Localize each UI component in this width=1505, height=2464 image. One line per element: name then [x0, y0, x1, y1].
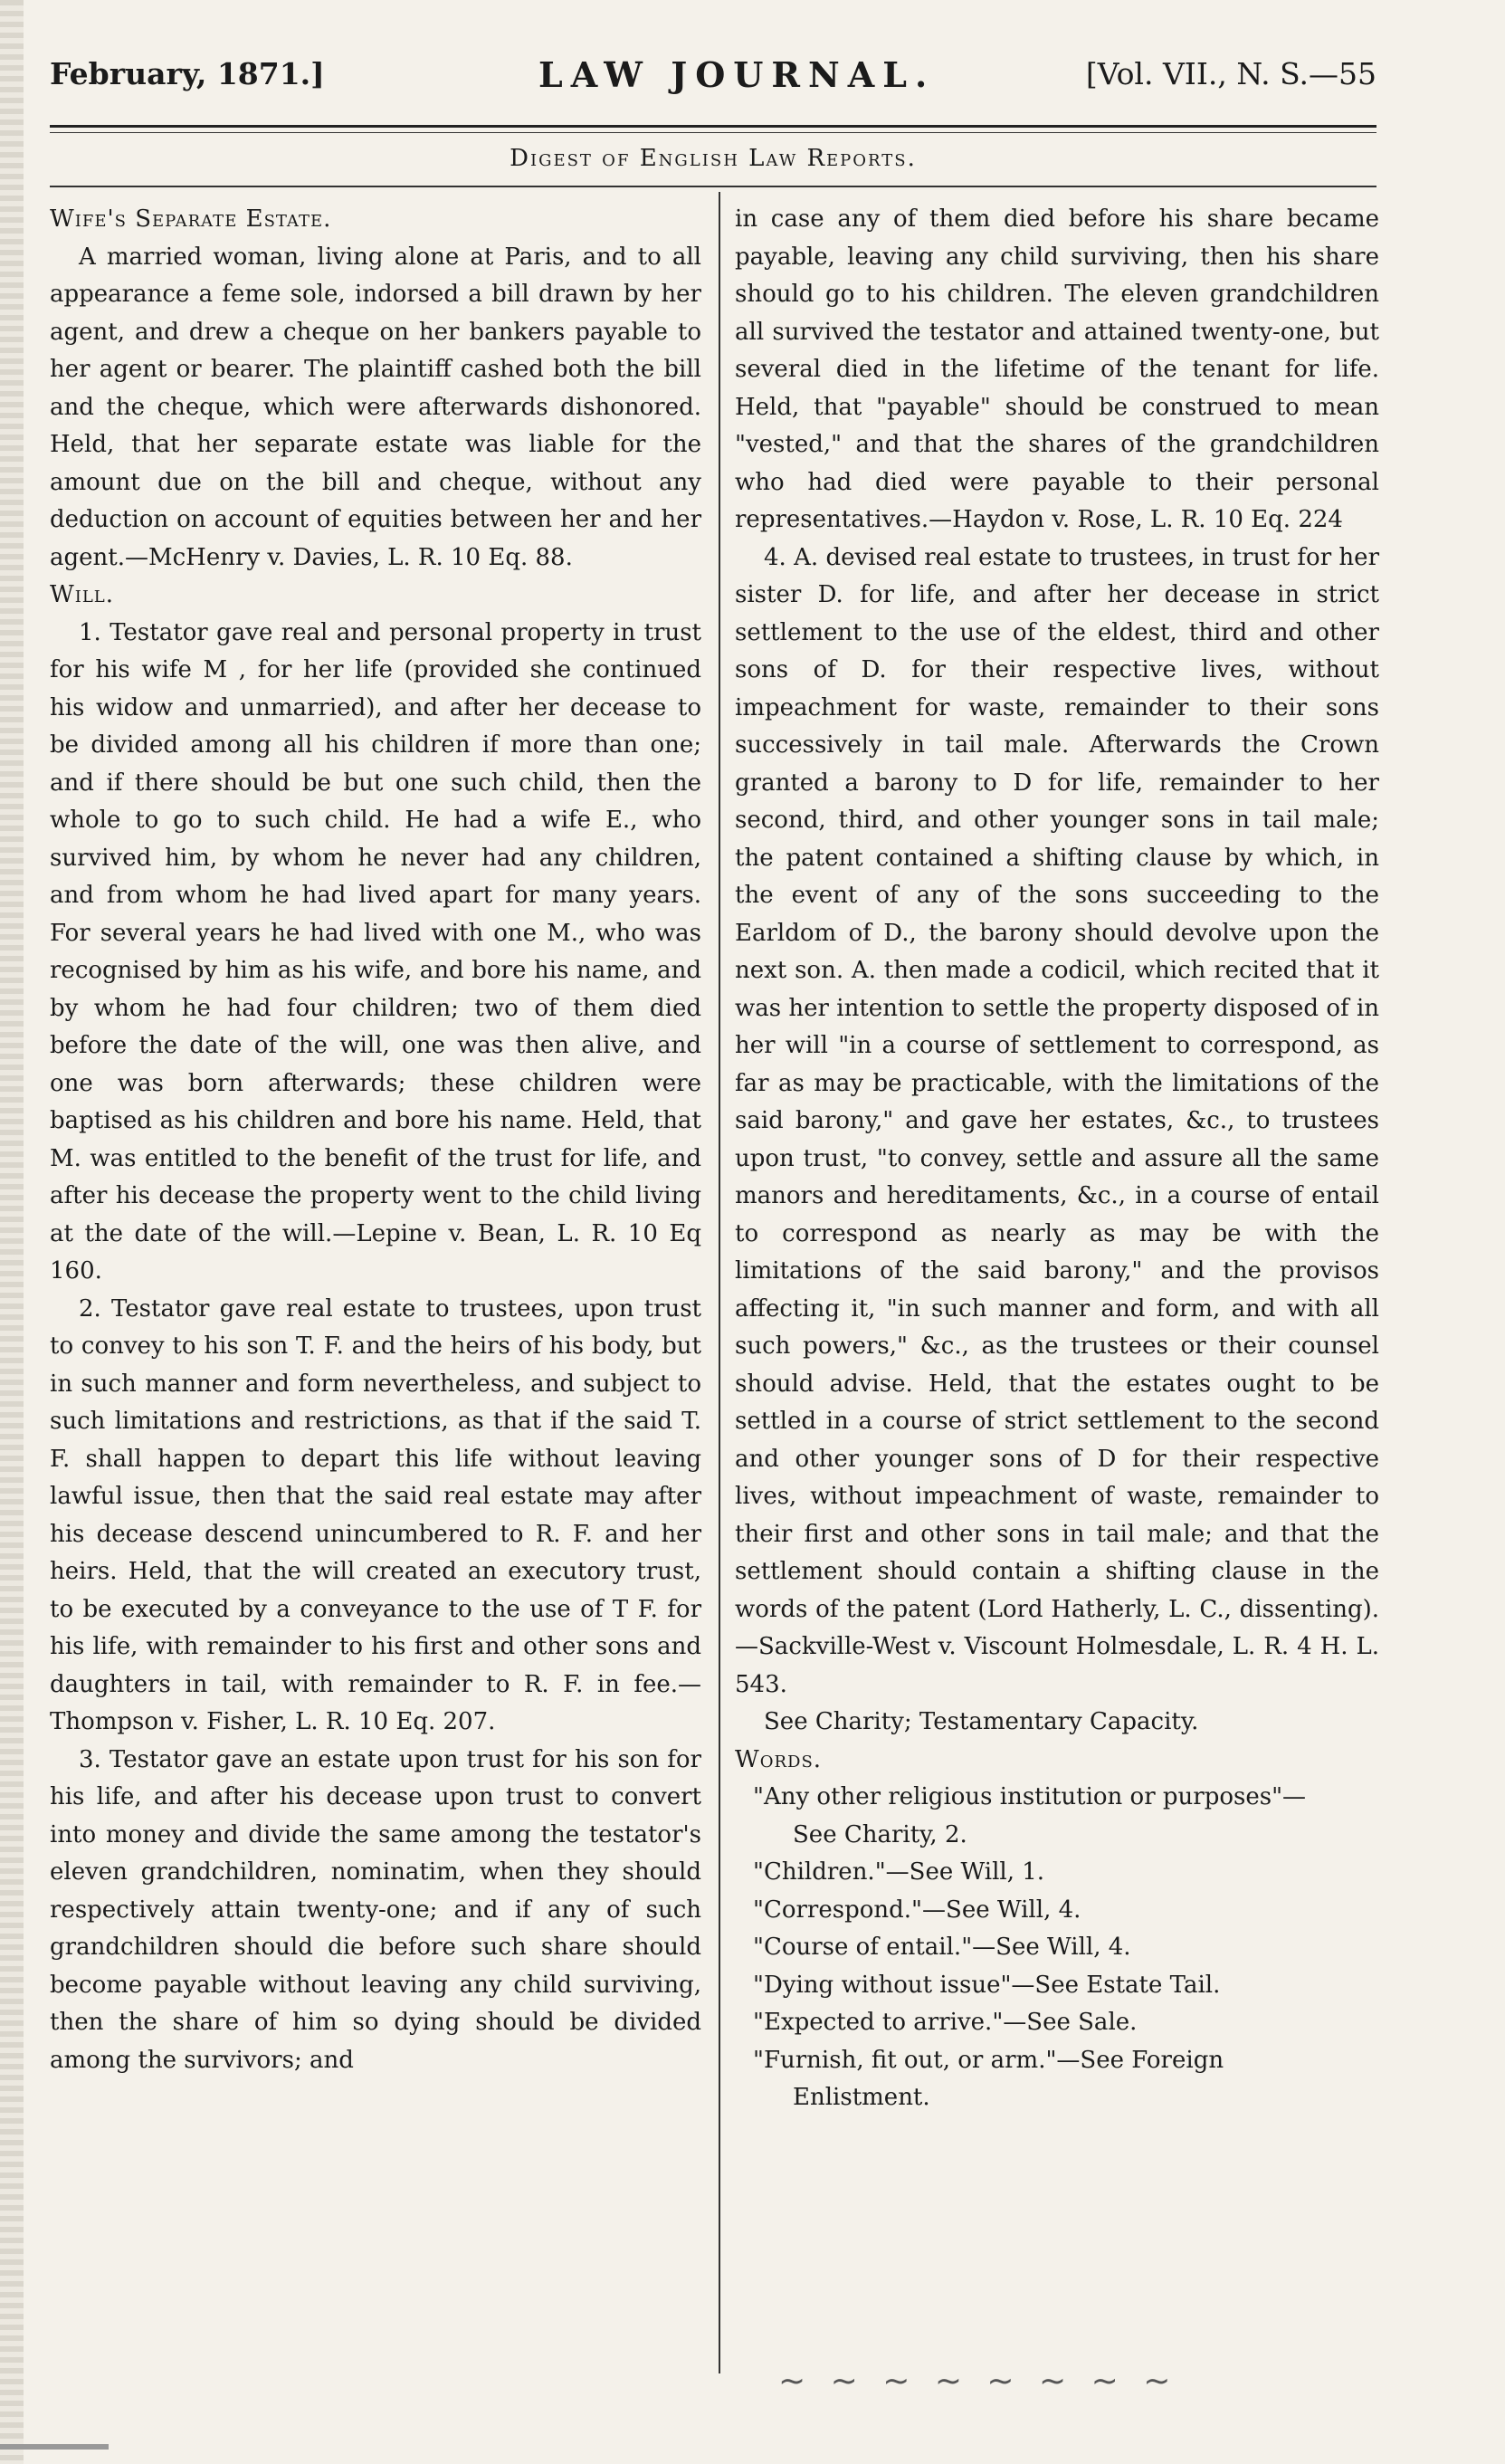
paragraph-text: "Furnish, fit out, or arm."—See Foreign	[753, 2046, 1224, 2074]
words-entry-continuation: See Charity, 2.	[793, 1820, 967, 1848]
digest-heading	[50, 577, 701, 615]
paragraph-text: 4. A. devised real estate to trustees, in trust for her sister D. for life, and after her decease in strict settlement to the use of the eldest, third and other sons of D. for their respective lives, without impeachment for waste, remainder to their sons successively in tail male. Afterwards the Crown granted a barony to D for life, remainder to her second, third, and other younger sons in tail male; the patent contained a shifting clause by which, in the event of any of the sons succeeding to the Earldom of D., the barony should devolve upon the next son. A. then made a codicil, which recited that it was her intention to settle the property disposed of in her will "in a course of settlement to correspond, as far as may be practicable, with the limitations of the said barony," and gave her estates, &c., to trustees upon trust, "to convey, settle and assure all the same manors and hereditaments, &c., in a course of entail to correspond as nearly as may be with the limitations of the said barony," and the provisos affecting it, "in such manner and form, and with all such powers," &c., as the trustees or their counsel should advise. Held, that the estates ought to be settled in a course of strict settlement to the second and other younger sons of D for their respective lives, without impeachment of waste, remainder to their first and other sons in tail male; and that the settlement should contain a shifting clause in the words of the patent (Lord Hatherly, L. C., dissenting).—Sackville-West v. Viscount Holmesdale, L. R. 4 H. L. 543.	[735, 543, 1379, 1698]
paragraph-text: "Course of entail."—See Will, 4.	[753, 1934, 1131, 1961]
paragraph-text: A married woman, living alone at Paris, and to all appearance a feme sole, indorsed a bill drawn by her agent, and drew a cheque on her bankers payable to her agent or bearer. The plaintiff cashed both the bill and the cheque, which were afterwards dishonored. Held, that her separate estate was liable for the amount due on the bill and cheque, without any deduction on account of equities between her and her agent.—McHenry v. Davies, L. R. 10 Eq. 88.	[50, 243, 701, 571]
paragraph-text: Wife's Separate Estate.	[50, 205, 332, 233]
paragraph-text: "Any other religious institution or purposes"—	[753, 1783, 1307, 1810]
left-column	[50, 201, 701, 2079]
digest-paragraph-continued	[735, 201, 1379, 540]
digest-paragraph	[50, 1742, 701, 2080]
paragraph-text: "Expected to arrive."—See Sale.	[753, 2009, 1138, 2036]
binding-margin	[0, 0, 24, 2464]
header-rule-thick	[50, 125, 1376, 128]
page-edge-mark	[0, 2444, 109, 2450]
digest-paragraph	[50, 1291, 701, 1742]
section-rule	[50, 186, 1376, 187]
paragraph-text: See Charity; Testamentary Capacity.	[764, 1708, 1199, 1735]
words-entry	[735, 1892, 1379, 1930]
digest-paragraph	[50, 615, 701, 1291]
paragraph-text: in case any of them died before his share became payable, leaving any child surviving, then his share should go to his children. The eleven grandchildren all survived the testator and attained twenty-one, but several died in the lifetime of the tenant for life. Held, that "payable" should be construed to mean "vested," and that the shares of the grandchildren who had died were payable to their personal representatives.—Haydon v. Rose, L. R. 10 Eq. 224	[735, 205, 1379, 533]
section-title: Digest of English Law Reports.	[510, 145, 917, 172]
digest-paragraph	[735, 540, 1379, 1705]
running-header	[50, 56, 1376, 110]
digest-heading	[735, 1742, 1379, 1780]
paragraph-text: Words.	[735, 1745, 823, 1773]
paragraph-text: "Children."—See Will, 1.	[753, 1858, 1045, 1886]
handwritten-mark: ~ ~ ~ ~ ~ ~ ~ ~	[778, 2363, 1178, 2400]
words-entry	[735, 1929, 1379, 1967]
right-column	[735, 201, 1379, 2117]
paragraph-text: 2. Testator gave real estate to trustees, upon trust to convey to his son T. F. and the heirs of his body, but in such manner and form nevertheless, and subject to such limitations and restrictions, as that if the said T. F. shall happen to depart this life without leaving lawful issue, then that the said real estate may after his decease descend unincumbered to R. F. and her heirs. Held, that the will created an executory trust, to be executed by a conveyance to the use of T F. for his life, with remainder to his first and other sons and daughters in tail, with remainder to R. F. in fee.—Thompson v. Fisher, L. R. 10 Eq. 207.	[50, 1294, 701, 1735]
paragraph-text: Will.	[50, 581, 115, 608]
paragraph-text: "Correspond."—See Will, 4.	[753, 1896, 1081, 1924]
digest-paragraph	[50, 239, 701, 578]
digest-paragraph	[735, 1704, 1379, 1742]
words-entry	[735, 1854, 1379, 1892]
words-entry	[735, 2004, 1379, 2042]
paragraph-text: 3. Testator gave an estate upon trust for his son for his life, and after his decease upon trust to convert into money and divide the same among the testator's eleven grandchildren, nominatim, when they should respectively attain twenty-one; and if any of such grandchildren should die before such share should become payable without leaving any child surviving, then the share of him so dying should be divided among the survivors; and	[50, 1745, 701, 2074]
words-entry	[735, 1779, 1379, 1817]
words-entry	[735, 1967, 1379, 2005]
header-journal-title: LAW JOURNAL.	[538, 54, 936, 95]
digest-heading	[50, 201, 701, 239]
header-volume: [Vol. VII., N. S.—55	[1085, 56, 1376, 91]
paragraph-text: 1. Testator gave real and personal property in trust for his wife M , for her life (provided she continued his widow and unmarried), and after her decease to be divided among all his children if more than one; and if there should be but one such child, then the whole to go to such child. He had a wife E., who survived him, by whom he never had any children, and from whom he had lived apart for many years. For several years he had lived with one M., who was recognised by him as his wife, and bore his name, and by whom he had four children; two of them died before the date of the will, one was then alive, and one was born afterwards; these children were baptised as his children and bore his name. Held, that M. was entitled to the benefit of the trust for life, and after his decease the property went to the child living at the date of the will.—Lepine v. Bean, L. R. 10 Eq 160.	[50, 618, 701, 1285]
words-entry	[735, 2042, 1379, 2080]
header-date: February, 1871.]	[50, 56, 325, 91]
paragraph-text: "Dying without issue"—See Estate Tail.	[753, 1971, 1221, 1999]
words-entry-continuation: Enlistment.	[793, 2084, 930, 2111]
header-rule-thin	[50, 132, 1376, 133]
column-divider	[719, 192, 720, 2373]
